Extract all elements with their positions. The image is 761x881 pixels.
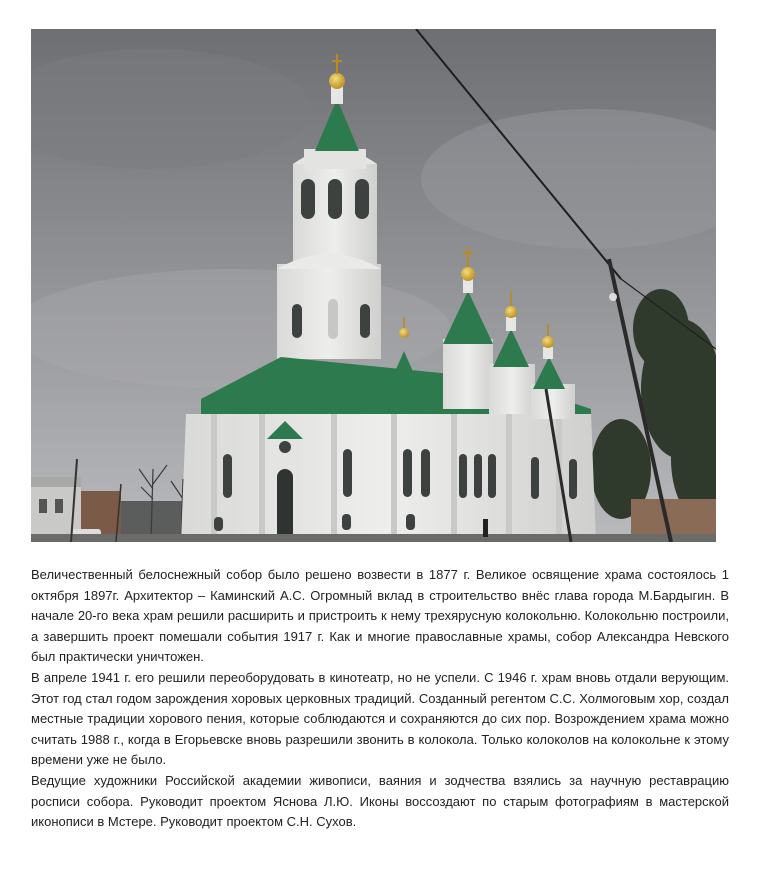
paragraph-1: Величественный белоснежный собор было решено возвести в 1877 г. Великое освящение храма состоялось 1 октября 1897г. Архитектор – Каминский А.С. Огромный вклад в строительство внёс глава города М.Бардыгин. В начале 20-го века храм решили расширить и пристроить к нему трехярусную колокольню. Колокольню построили, а завершить проект помешали события 1917 г. Как и многие православные храмы, собор Александра Невского был практически уничтожен. (31, 567, 729, 665)
article-text (31, 565, 729, 833)
paragraph-2: В апреле 1941 г. его решили переоборудовать в кинотеатр, но не успели. С 1946 г. храм вновь отдали верующим. Этот год стал годом зарождения хоровых церковных традиций. Созданный регентом С.С. Холмоговым хор, создал местные традиции хорового пения, которые соблюдаются и сохраняются до сих пор. Возрождением храма можно считать 1988 г., когда в Егорьевске вновь разрешили звонить в колокола. Только колоколов на колокольне к этому времени уже не было. (31, 669, 729, 768)
paragraph-3: Ведущие художники Российской академии живописи, ваяния и зодчества взялись за научную реставрацию росписи собора. Руководит проектом Яснова Л.Ю. Иконы воссоздают по старым фотографиям в мастерской иконописи в Мстере. Руководит проектом С.Н. Сухов. (31, 772, 729, 830)
cathedral-photo (31, 29, 716, 542)
